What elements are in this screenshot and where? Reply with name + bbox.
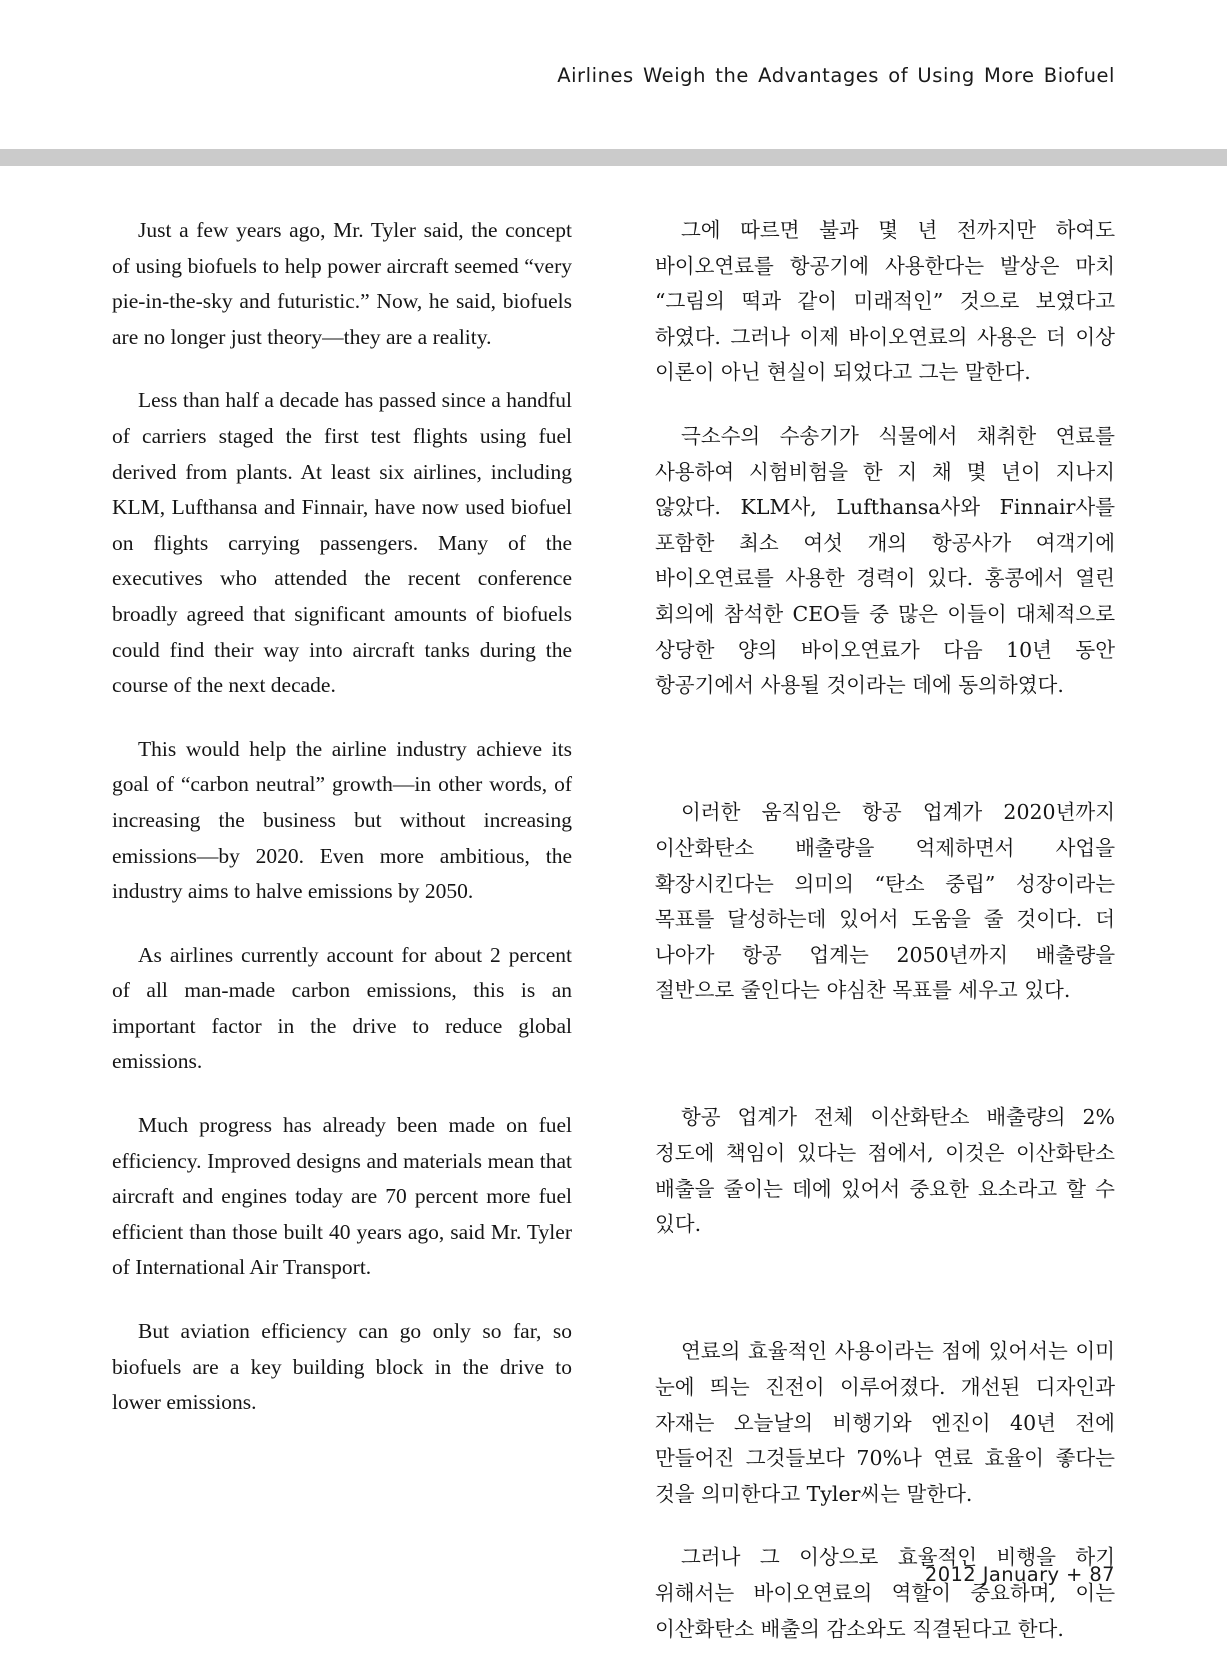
paragraph-en-2: Less than half a decade has passed since a handful of carriers staged the first test flights using fuel derived from plants. At least six airlines, including KLM, Lufthansa and Finnair, have now used biofuel on flights carrying passengers. Many of the executives who attended the recent conference broadly agreed that significant amounts of biofuels could find their way into aircraft tanks during the course of the next decade. xyxy=(112,388,572,698)
paragraph-en-3: This would help the airline industry achieve its goal of “carbon neutral” growth—in other words, of increasing the business but without increasing emissions—by 2020. Even more ambitious, the industry aims to halve emissions by 2050. xyxy=(112,736,572,904)
article-body xyxy=(112,213,1115,1675)
column-english xyxy=(112,213,572,1675)
paragraph-en-4: As airlines currently account for about 2 percent of all man-made carbon emissions, this is an important factor in the drive to reduce global emissions. xyxy=(112,942,572,1074)
paragraph-ko-4: 항공 업계가 전체 이산화탄소 배출량의 2% 정도에 책임이 있다는 점에서, 이것은 이산화탄소 배출을 줄이는 데에 있어서 중요한 요소라고 할 수 있다. xyxy=(655,1105,1115,1237)
running-header-title: Airlines Weigh the Advantages of Using More Biofuel xyxy=(557,64,1115,87)
paragraph-en-5: Much progress has already been made on fuel efficiency. Improved designs and materials mean that aircraft and engines today are 70 percent more fuel efficient than those built 40 years ago, said Mr. Tyler of International Air Transport. xyxy=(112,1113,572,1280)
column-korean xyxy=(655,213,1115,1675)
paragraph-en-6: But aviation efficiency can go only so far, so biofuels are a key building block in the drive to lower emissions. xyxy=(112,1319,572,1415)
page-footer: 2012 January + 87 xyxy=(924,1563,1115,1586)
paragraph-ko-6: 그러나 그 이상으로 효율적인 비행을 하기 위해서는 바이오연료의 역할이 중요하며, 이는 이산화탄소 배출의 감소와도 직결된다고 한다. xyxy=(655,1545,1115,1641)
paragraph-ko-2: 극소수의 수송기가 식물에서 채취한 연료를 사용하여 시험비험을 한 지 채 몇 년이 지나지 않았다. KLM사, Lufthansa사와 Finnair사를 포함한 최소 여섯 개의 항공사가 여객기에 바이오연료를 사용한 경력이 있다. 홍콩에서 열린 회의에 참석한 CEO들 중 많은 이들이 대체적으로 상당한 양의 바이오연료가 다음 10년 동안 항공기에서 사용될 것이라는 데에 동의하였다. xyxy=(655,423,1115,698)
header-rule-band xyxy=(0,149,1227,166)
paragraph-ko-1: 그에 따르면 불과 몇 년 전까지만 하여도 바이오연료를 항공기에 사용한다는 발상은 마치 “그림의 떡과 같이 미래적인” 것으로 보였다고 하였다. 그러나 이제 바이오연료의 사용은 더 이상 이론이 아닌 현실이 되었다고 그는 말한다. xyxy=(655,218,1115,385)
paragraph-en-1: Just a few years ago, Mr. Tyler said, the concept of using biofuels to help power aircraft seemed “very pie-in-the-sky and futuristic.” Now, he said, biofuels are no longer just theory—they are a reality. xyxy=(112,218,572,349)
paragraph-ko-5: 연료의 효율적인 사용이라는 점에 있어서는 이미 눈에 띄는 진전이 이루어졌다. 개선된 디자인과 자재는 오늘날의 비행기와 엔진이 40년 전에 만들어진 그것들보다 70%나 연료 효율이 좋다는 것을 의미한다고 Tyler씨는 말한다. xyxy=(655,1339,1115,1506)
paragraph-ko-3: 이러한 움직임은 항공 업계가 2020년까지 이산화탄소 배출량을 억제하면서 사업을 확장시킨다는 의미의 “탄소 중립” 성장이라는 목표를 달성하는데 있어서 도움을 줄 것이다. 더 나아가 항공 업계는 2050년까지 배출량을 절반으로 줄인다는 야심찬 목표를 세우고 있다. xyxy=(655,800,1115,1003)
